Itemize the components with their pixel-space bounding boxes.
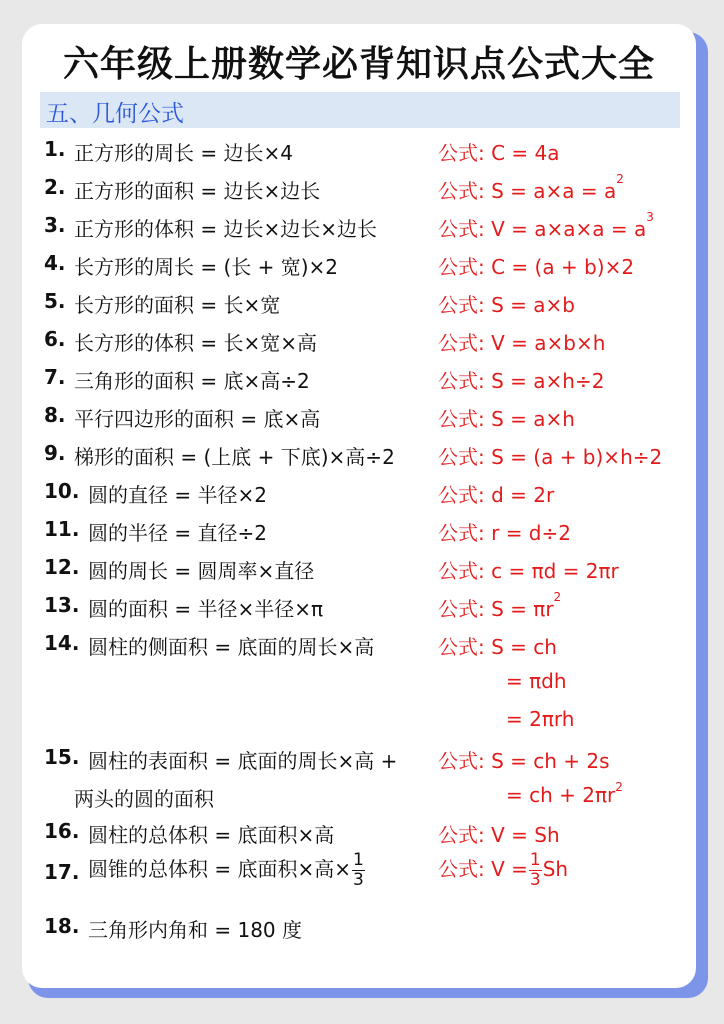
formula-text: r = d÷2 [484, 521, 571, 545]
item-number: 1. [44, 137, 66, 161]
formula-prefix: 公式: [438, 255, 485, 279]
formula [438, 251, 634, 280]
item-number: 9. [44, 441, 66, 465]
formula-text: V = [484, 857, 528, 881]
formula-prefix: 公式: [438, 597, 485, 621]
formula [438, 851, 568, 890]
formula [438, 289, 575, 318]
formula-text: S = a×a = a [484, 179, 617, 203]
formula [438, 327, 605, 356]
section-title: 五、几何公式 [46, 101, 184, 127]
formula-continued: = ch + $2\pi r^2$ [506, 780, 623, 807]
exponent: 3 [646, 210, 654, 224]
formula-prefix: 公式: [438, 141, 485, 165]
formula-text: C = 4a [484, 141, 560, 165]
item-label: 梯形的面积 = (上底 + 下底)×高÷2 [74, 445, 395, 469]
item-number: 2. [44, 175, 66, 199]
formula [438, 172, 624, 204]
item-label-continued: 两头的圆的面积 [74, 787, 214, 811]
item-number: 11. [44, 517, 80, 541]
item-number: 15. [44, 745, 80, 769]
item-label: 长方形的面积 = 长×宽 [74, 293, 281, 317]
formula-text: V = a×a×a = a [484, 217, 647, 241]
formula-text: d = 2r [484, 483, 555, 507]
formula-prefix: 公式: [438, 823, 485, 847]
formula-text: c = πd = 2πr [484, 559, 619, 583]
fraction [352, 851, 365, 890]
formula [438, 590, 562, 622]
item-label: 平行四边形的面积 = 底×高 [74, 407, 321, 431]
formula-text: Sh [542, 857, 569, 881]
formula-prefix: 公式: [438, 179, 485, 203]
formula [438, 819, 560, 848]
item-label: 正方形的面积 = 边长×边长 [74, 179, 321, 203]
formula-text: V = a×b×h [484, 331, 606, 355]
fraction-numerator: 1 [353, 850, 364, 870]
formula-prefix: 公式: [438, 445, 485, 469]
formula-prefix: 公式: [438, 293, 485, 317]
formula-continued: = πdh [506, 669, 567, 693]
item-number: 14. [44, 631, 80, 655]
formula-text: S = a×h [484, 407, 575, 431]
item-number: 7. [44, 365, 66, 389]
item-label: 圆柱的总体积 = 底面积×高 [88, 823, 335, 847]
item-label: 长方形的体积 = 长×宽×高 [74, 331, 317, 355]
formula-prefix: 公式: [438, 749, 485, 773]
formula-text: S = πr [484, 597, 554, 621]
item-number: 5. [44, 289, 66, 313]
item-label: 正方形的周长 = 边长×4 [74, 141, 293, 165]
item-number: 8. [44, 403, 66, 427]
item-label: 圆柱的表面积 = 底面的周长×高 + [88, 749, 398, 773]
formula-text: V = Sh [484, 823, 560, 847]
item-label: 圆的直径 = 半径×2 [88, 483, 267, 507]
fraction [529, 851, 542, 890]
formula [438, 365, 604, 394]
item-number: 18. [44, 914, 80, 938]
item-label: 长方形的周长 = (长 + 宽)×2 [74, 255, 339, 279]
formula-prefix: 公式: [438, 331, 485, 355]
formula-prefix: 公式: [438, 635, 485, 659]
item-number: 4. [44, 251, 66, 275]
formula [438, 517, 571, 546]
fraction-numerator: 1 [529, 850, 541, 870]
item-number: 3. [44, 213, 66, 237]
item-number: 13. [44, 593, 80, 617]
exponent: 2 [616, 172, 624, 186]
formula [438, 555, 619, 584]
item-label: 正方形的体积 = 边长×边长×边长 [74, 217, 377, 241]
item-label: 圆柱的侧面积 = 底面的周长×高 [88, 635, 375, 659]
item-label: 圆的面积 = 半径×半径×π [88, 597, 324, 621]
formula-text: S = ch [484, 635, 557, 659]
fraction-denominator: 3 [353, 870, 364, 890]
item-number: 16. [44, 819, 80, 843]
formula [438, 210, 654, 242]
formula-text: S = (a + b)×h÷2 [484, 445, 663, 469]
formula-prefix: 公式: [438, 521, 485, 545]
item-number: 17. [44, 860, 80, 884]
formula [438, 403, 575, 432]
item-number: 12. [44, 555, 80, 579]
formula-prefix: 公式: [438, 217, 485, 241]
formula [438, 479, 554, 508]
fraction-denominator: 3 [529, 870, 541, 890]
item-label: 三角形内角和 = 180 度 [88, 918, 303, 942]
formula [438, 137, 560, 166]
item-label: 圆锥的总体积 = 底面积×高× $\frac{1}{3}$ [88, 850, 364, 890]
page-title: 六年级上册数学必背知识点公式大全 [62, 44, 655, 85]
formula-prefix: 公式: [438, 559, 485, 583]
formula-text: S = ch + 2s [484, 749, 610, 773]
formula-text: C = (a + b)×2 [484, 255, 635, 279]
formula-prefix: 公式: [438, 369, 485, 393]
formula-prefix: 公式: [438, 857, 485, 881]
item-label: 圆的周长 = 圆周率×直径 [88, 559, 315, 583]
exponent: 2 [615, 780, 623, 794]
item-number: 6. [44, 327, 66, 351]
formula-prefix: 公式: [438, 483, 485, 507]
formula [438, 745, 610, 774]
formula-text: S = a×b [484, 293, 575, 317]
item-label: 圆的半径 = 直径÷2 [88, 521, 267, 545]
formula-text: S = a×h÷2 [484, 369, 605, 393]
formula-prefix: 公式: [438, 407, 485, 431]
formula-continued: = 2πrh [506, 707, 575, 731]
item-label: 三角形的面积 = 底×高÷2 [74, 369, 310, 393]
formula [438, 441, 662, 470]
formula [438, 631, 557, 660]
exponent: 2 [553, 590, 562, 604]
item-number: 10. [44, 479, 80, 503]
